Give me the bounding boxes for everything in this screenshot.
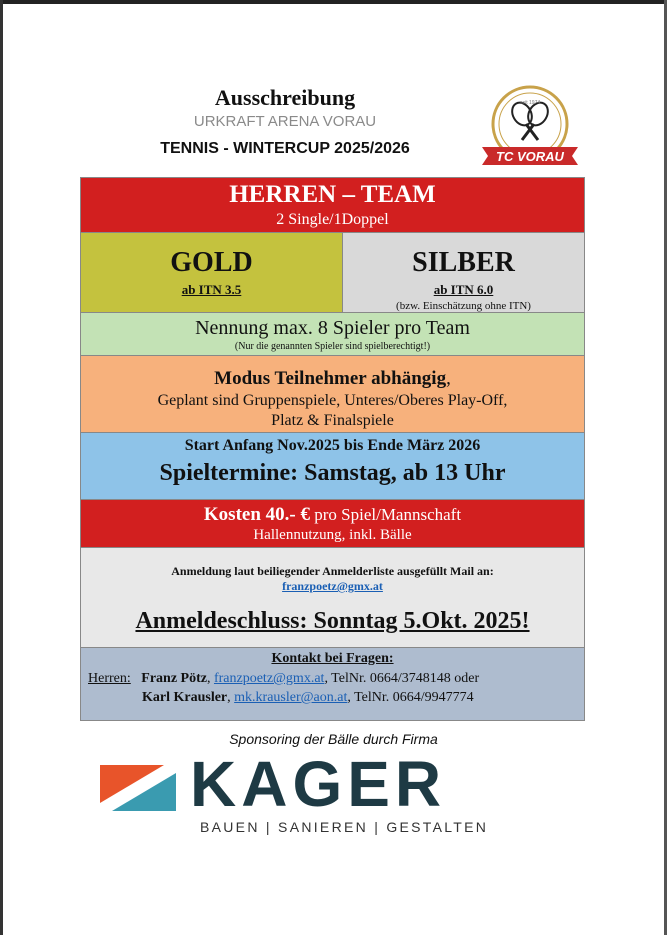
- kager-logo-mark: [100, 765, 176, 811]
- silber-league-box: [342, 232, 585, 313]
- contact-row: Herren: Franz Pötz, franzpoetz@gmx.at, TelNr. 0664/3748148 oder: [88, 671, 480, 686]
- nennung-main: Nennung max. 8 Spieler pro Team: [195, 317, 470, 339]
- logo-est-text: seit 1974: [519, 100, 541, 106]
- match-day: Spieltermine: Samstag, ab 13 Uhr: [159, 460, 506, 486]
- kosten-line2: Hallennutzung, inkl. Bälle: [253, 527, 412, 543]
- modus-line2: Geplant sind Gruppenspiele, Unteres/Oberes Play-Off,: [157, 392, 508, 409]
- logo-club-name: TC VORAU: [496, 149, 564, 164]
- schedule-box: [80, 432, 585, 500]
- kager-tagline: BAUEN | SANIEREN | GESTALTEN: [200, 819, 489, 835]
- venue-name: URKRAFT ARENA VORAU: [193, 113, 377, 130]
- gold-league-box: [80, 232, 343, 313]
- silber-label: SILBER: [412, 247, 515, 278]
- contact-phone: , TelNr. 0664/9947774: [347, 690, 474, 705]
- page-title: Ausschreibung: [214, 85, 356, 110]
- silber-note: (bzw. Einschätzung ohne ITN): [396, 300, 531, 312]
- kosten-unit: pro Spiel/Mannschaft: [309, 505, 462, 524]
- herren-title: HERREN – TEAM: [229, 181, 436, 208]
- contact-email-link[interactable]: franzpoetz@gmx.at: [213, 671, 325, 686]
- top-border: [0, 0, 667, 4]
- tc-vorau-logo: [476, 84, 584, 176]
- kontakt-heading: Kontakt bei Fragen:: [271, 651, 394, 666]
- kosten-line1: [81, 504, 584, 526]
- kager-brand-name: KAGER: [190, 748, 447, 820]
- contact-email-link[interactable]: mk.krausler@aon.at: [234, 690, 348, 705]
- contact-phone: , TelNr. 0664/3748148 oder: [324, 671, 480, 686]
- herren-team-box: [80, 177, 585, 233]
- modus-bold: Modus Teilnehmer abhängig: [214, 368, 447, 389]
- nennung-box: [80, 312, 585, 356]
- left-border: [0, 0, 3, 935]
- modus-line3: Platz & Finalspiele: [271, 412, 394, 429]
- sponsor-text: Sponsoring der Bälle durch Firma: [229, 731, 438, 747]
- anmeldung-email-link[interactable]: franzpoetz@gmx.at: [282, 579, 383, 593]
- contact-name: Karl Krausler: [142, 690, 228, 705]
- anmeldeschluss: Anmeldeschluss: Sonntag 5.Okt. 2025!: [135, 608, 530, 634]
- modus-box: [80, 355, 585, 433]
- silber-itn: ab ITN 6.0: [433, 282, 494, 297]
- kosten-box: [80, 499, 585, 548]
- anmeldung-text: Anmeldung laut beiliegender Anmelderliste ausgefüllt Mail an:: [171, 564, 494, 578]
- kontakt-box: [80, 647, 585, 721]
- anmeldung-box: [80, 547, 585, 648]
- gold-label: GOLD: [170, 247, 253, 278]
- header: [100, 84, 470, 160]
- contact-name: Franz Pötz: [141, 671, 207, 686]
- kosten-amount: Kosten 40.- €: [203, 504, 310, 525]
- modus-line1: [81, 367, 584, 391]
- gold-itn: ab ITN 3.5: [181, 282, 242, 297]
- season-period: Start Anfang Nov.2025 bis Ende März 2026: [184, 437, 481, 454]
- contact-row: Karl Krausler, mk.krausler@aon.at, TelNr. 0664/9947774: [142, 690, 474, 705]
- modus-comma: ,: [446, 368, 451, 389]
- herren-format: 2 Single/1Doppel: [276, 211, 389, 228]
- contact-prefix: Herren:: [88, 671, 131, 686]
- cup-title: TENNIS - WINTERCUP 2025/2026: [160, 140, 410, 157]
- nennung-note: (Nur die genannten Spieler sind spielberechtigt!): [234, 341, 431, 352]
